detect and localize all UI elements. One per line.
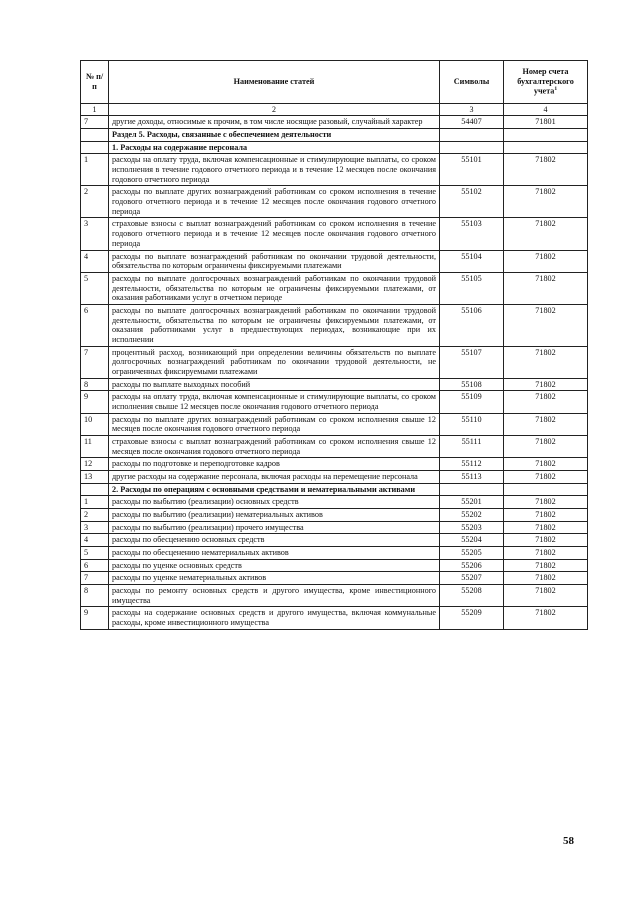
row-number: 1 [81, 496, 109, 509]
row-symbol: 55110 [440, 413, 504, 435]
table-row [81, 572, 588, 585]
table-row [81, 435, 588, 457]
row-account: 71802 [504, 413, 588, 435]
row-name: страховые взносы с выплат вознаграждений работникам со сроком исполнения свыше 12 месяцев после окончания годового отчетного периода [109, 435, 440, 457]
header-number: № п/п [81, 61, 109, 104]
header-name: Наименование статей [109, 61, 440, 104]
table-row [81, 521, 588, 534]
table-row [81, 154, 588, 186]
row-account: 71802 [504, 546, 588, 559]
table-row [81, 346, 588, 378]
row-number: 2 [81, 508, 109, 521]
row-number: 7 [81, 346, 109, 378]
row-name: расходы по выплате вознаграждений работникам по окончании трудовой деятельности, обязательства по которым ограничены фиксируемыми платежами [109, 250, 440, 272]
row-symbol: 55202 [440, 508, 504, 521]
header-symbols: Символы [440, 61, 504, 104]
row-number [81, 483, 109, 496]
row-account: 71802 [504, 218, 588, 250]
table-row [81, 546, 588, 559]
row-name: расходы по выплате долгосрочных вознаграждений работникам по окончании трудовой деятельности, обязательства по которым не ограничены фиксируемыми платежами, от оказания работниками услуг в отчетном периоде [109, 272, 440, 304]
row-number: 3 [81, 521, 109, 534]
row-account: 71802 [504, 186, 588, 218]
row-symbol: 55103 [440, 218, 504, 250]
row-name: расходы по уценке основных средств [109, 559, 440, 572]
row-name: расходы по выплате других вознаграждений работникам со сроком исполнения свыше 12 месяцев после окончания годового отчетного периода [109, 413, 440, 435]
row-symbol: 55106 [440, 304, 504, 346]
table-row [81, 304, 588, 346]
column-index: 3 [440, 104, 504, 116]
row-account: 71802 [504, 272, 588, 304]
row-number: 8 [81, 378, 109, 391]
row-number: 10 [81, 413, 109, 435]
row-name: 2. Расходы по операциям с основными средствами и нематериальными активами [109, 483, 440, 496]
section-row [81, 129, 588, 142]
row-account [504, 129, 588, 142]
row-number: 4 [81, 250, 109, 272]
row-symbol: 55109 [440, 391, 504, 413]
row-name: расходы по подготовке и переподготовке кадров [109, 458, 440, 471]
row-name: расходы по выплате выходных пособий [109, 378, 440, 391]
table-row [81, 584, 588, 606]
row-name: процентный расход, возникающий при определении величины обязательств по выплате долгосрочных вознаграждений работникам по окончании трудовой деятельности, не ограниченных фиксируемыми платежами [109, 346, 440, 378]
row-symbol: 55208 [440, 584, 504, 606]
table-row [81, 559, 588, 572]
row-name: расходы по выбытию (реализации) нематериальных активов [109, 508, 440, 521]
table-row [81, 470, 588, 483]
row-account: 71801 [504, 116, 588, 129]
table-row [81, 378, 588, 391]
row-account: 71802 [504, 508, 588, 521]
table-row [81, 186, 588, 218]
row-account: 71802 [504, 435, 588, 457]
row-symbol: 55112 [440, 458, 504, 471]
header-account [504, 61, 588, 104]
row-account: 71802 [504, 572, 588, 585]
row-number: 8 [81, 584, 109, 606]
column-index-row [81, 104, 588, 116]
row-account: 71802 [504, 584, 588, 606]
row-number: 11 [81, 435, 109, 457]
row-symbol: 55104 [440, 250, 504, 272]
row-symbol: 55204 [440, 534, 504, 547]
row-number: 12 [81, 458, 109, 471]
row-name: расходы по обесценению основных средств [109, 534, 440, 547]
row-symbol: 55105 [440, 272, 504, 304]
table-row [81, 458, 588, 471]
row-account: 71802 [504, 458, 588, 471]
row-name: расходы по выбытию (реализации) основных средств [109, 496, 440, 509]
row-name: расходы по обесценению нематериальных активов [109, 546, 440, 559]
row-account: 71802 [504, 470, 588, 483]
table-row [81, 534, 588, 547]
row-account [504, 483, 588, 496]
row-number: 5 [81, 272, 109, 304]
page-number: 58 [563, 835, 574, 847]
table-header-row [81, 61, 588, 104]
row-symbol: 55111 [440, 435, 504, 457]
row-symbol: 55113 [440, 470, 504, 483]
subsection-row [81, 483, 588, 496]
row-name: 1. Расходы на содержание персонала [109, 141, 440, 154]
row-symbol: 55203 [440, 521, 504, 534]
header-account-footnote: 1 [554, 86, 558, 93]
row-account [504, 141, 588, 154]
row-name: расходы по выбытию (реализации) прочего имущества [109, 521, 440, 534]
row-name: расходы на содержание основных средств и другого имущества, включая коммунальные расходы, кроме инвестиционного имущества [109, 607, 440, 629]
table-row [81, 116, 588, 129]
row-symbol: 55207 [440, 572, 504, 585]
row-symbol: 55201 [440, 496, 504, 509]
row-account: 71802 [504, 346, 588, 378]
row-number: 1 [81, 154, 109, 186]
row-number: 7 [81, 572, 109, 585]
row-name: расходы по уценке нематериальных активов [109, 572, 440, 585]
row-name: расходы на оплату труда, включая компенсационные и стимулирующие выплаты, со сроком исполнения свыше 12 месяцев после окончания годового отчетного периода [109, 391, 440, 413]
table-row [81, 250, 588, 272]
row-account: 71802 [504, 534, 588, 547]
column-index: 2 [109, 104, 440, 116]
row-symbol: 55102 [440, 186, 504, 218]
row-number: 9 [81, 391, 109, 413]
row-name: расходы по выплате долгосрочных вознаграждений работникам по окончании трудовой деятельности, обязательства по которым не ограничены фиксируемыми платежами, от оказания работниками услуг в предшествующих периодах, возникающие при их исполнении [109, 304, 440, 346]
row-number: 9 [81, 607, 109, 629]
table-row [81, 413, 588, 435]
row-account: 71802 [504, 304, 588, 346]
accounts-table [80, 60, 588, 630]
column-index: 1 [81, 104, 109, 116]
table-body [81, 116, 588, 629]
row-number: 2 [81, 186, 109, 218]
row-number: 6 [81, 304, 109, 346]
row-symbol: 55108 [440, 378, 504, 391]
subsection-row [81, 141, 588, 154]
row-symbol [440, 483, 504, 496]
row-symbol: 55209 [440, 607, 504, 629]
row-account: 71802 [504, 607, 588, 629]
column-index: 4 [504, 104, 588, 116]
row-name: расходы по ремонту основных средств и другого имущества, кроме инвестиционного имущества [109, 584, 440, 606]
table-row [81, 391, 588, 413]
row-account: 71802 [504, 559, 588, 572]
row-account: 71802 [504, 154, 588, 186]
row-name: Раздел 5. Расходы, связанные с обеспечением деятельности [109, 129, 440, 142]
row-name: расходы по выплате других вознаграждений работникам со сроком исполнения в течение годового отчетного периода и в течение 12 месяцев после окончания годового отчетного периода [109, 186, 440, 218]
row-name: страховые взносы с выплат вознаграждений работникам со сроком исполнения в течение годового отчетного периода и в течение 12 месяцев после окончания годового отчетного периода [109, 218, 440, 250]
row-number: 6 [81, 559, 109, 572]
row-symbol: 55206 [440, 559, 504, 572]
row-number [81, 141, 109, 154]
row-number: 7 [81, 116, 109, 129]
row-number: 13 [81, 470, 109, 483]
table-row [81, 607, 588, 629]
table-row [81, 496, 588, 509]
row-symbol [440, 129, 504, 142]
header-account-label: Номер счета бухгалтерского учета [517, 67, 574, 97]
row-account: 71802 [504, 378, 588, 391]
row-symbol [440, 141, 504, 154]
table-row [81, 508, 588, 521]
row-account: 71802 [504, 496, 588, 509]
row-name: другие расходы на содержание персонала, включая расходы на перемещение персонала [109, 470, 440, 483]
row-account: 71802 [504, 521, 588, 534]
table-row [81, 272, 588, 304]
row-account: 71802 [504, 250, 588, 272]
row-number: 4 [81, 534, 109, 547]
row-number: 5 [81, 546, 109, 559]
table-row [81, 218, 588, 250]
row-name: расходы на оплату труда, включая компенсационные и стимулирующие выплаты, со сроком исполнения в течение годового отчетного периода и в течение 12 месяцев после окончания годового отчетного периода [109, 154, 440, 186]
row-symbol: 55101 [440, 154, 504, 186]
row-symbol: 54407 [440, 116, 504, 129]
row-name: другие доходы, относимые к прочим, в том числе носящие разовый, случайный характер [109, 116, 440, 129]
row-symbol: 55107 [440, 346, 504, 378]
row-symbol: 55205 [440, 546, 504, 559]
row-number [81, 129, 109, 142]
row-account: 71802 [504, 391, 588, 413]
row-number: 3 [81, 218, 109, 250]
